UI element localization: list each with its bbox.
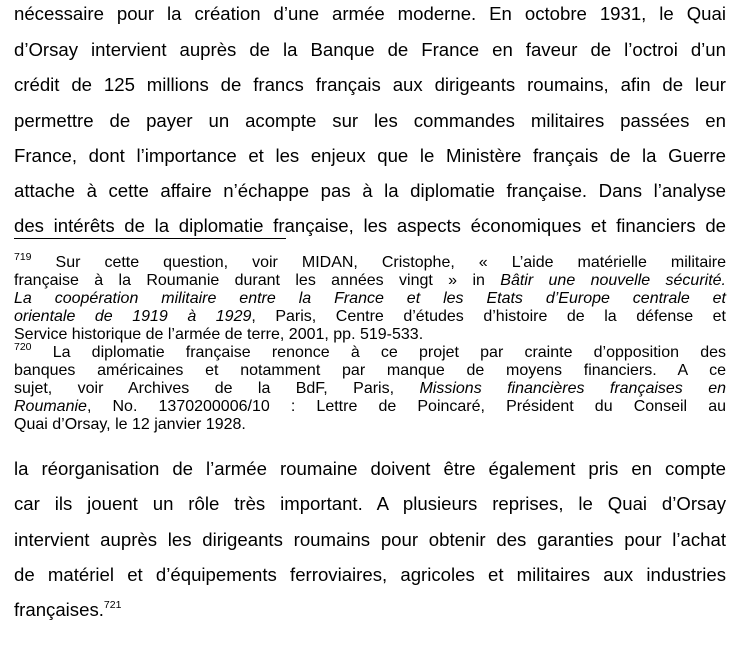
footnote-text: La diplomatie française renonce à ce projet par crainte d’opposition des bbox=[52, 344, 726, 361]
footnote-separator bbox=[14, 238, 286, 239]
body-line: d’Orsay intervient auprès de la Banque de France en faveur de l’octroi d’un bbox=[14, 39, 726, 60]
footnote-719-line bbox=[14, 290, 726, 308]
footnote-text: française à la Roumanie durant les années vingt » in bbox=[14, 272, 501, 289]
footnote-720-line bbox=[14, 362, 726, 380]
body-line-last bbox=[14, 599, 726, 621]
footnote-number: 719 bbox=[14, 250, 32, 263]
footnote-number: 720 bbox=[14, 340, 32, 353]
footnote-719-line bbox=[14, 250, 726, 272]
body-line: intervient auprès les dirigeants roumains pour obtenir des garanties pour l’achat bbox=[14, 529, 726, 550]
footnote-720-line bbox=[14, 416, 726, 434]
footnote-text: , Paris, Centre d’études d’histoire de la défense et bbox=[251, 308, 727, 325]
footnote-720-line bbox=[14, 380, 726, 398]
footnote-reference-721[interactable]: 721 bbox=[103, 598, 122, 611]
footnote-719-line bbox=[14, 272, 726, 290]
footnote-text: sujet, voir Archives de la BdF, Paris, bbox=[14, 380, 420, 397]
body-line: crédit de 125 millions de francs français aux dirigeants roumains, afin de leur bbox=[14, 74, 726, 95]
footnote-719-line bbox=[14, 308, 726, 326]
footnote-text: Service historique de l’armée de terre, 2001, pp. 519-533. bbox=[14, 326, 424, 343]
footnote-720-line bbox=[14, 340, 726, 362]
footnote-text: Sur cette question, voir MIDAN, Cristophe, « L’aide matérielle militaire bbox=[55, 254, 726, 271]
body-line: de matériel et d’équipements ferroviaires, agricoles et militaires aux industries bbox=[14, 564, 726, 585]
body-line: France, dont l’importance et les enjeux que le Ministère français de la Guerre bbox=[14, 145, 726, 166]
body-line: nécessaire pour la création d’une armée moderne. En octobre 1931, le Quai bbox=[14, 3, 726, 24]
body-line: des intérêts de la diplomatie française, les aspects économiques et financiers de bbox=[14, 215, 726, 236]
footnote-italic: Bâtir une nouvelle sécurité. bbox=[500, 272, 727, 289]
footnote-italic: Missions financières françaises en bbox=[419, 380, 726, 397]
footnote-italic: orientale de 1919 à 1929 bbox=[14, 308, 252, 325]
body-line: car ils jouent un rôle très important. A plusieurs reprises, le Quai d’Orsay bbox=[14, 493, 726, 514]
body-line: attache à cette affaire n’échappe pas à la diplomatie française. Dans l’analyse bbox=[14, 180, 726, 201]
footnote-720-line bbox=[14, 398, 726, 416]
footnote-719-line bbox=[14, 326, 726, 344]
body-line: permettre de payer un acompte sur les commandes militaires passées en bbox=[14, 110, 726, 131]
footnote-text: banques américaines et notamment par manque de moyens financiers. A ce bbox=[14, 362, 726, 379]
body-line: la réorganisation de l’armée roumaine doivent être également pris en compte bbox=[14, 458, 726, 479]
body-text: françaises. bbox=[14, 599, 104, 620]
footnote-italic: La coopération militaire entre la France et les Etats d’Europe centrale et bbox=[14, 290, 726, 307]
footnote-text: Quai d’Orsay, le 12 janvier 1928. bbox=[14, 416, 246, 433]
footnote-italic: Roumanie bbox=[14, 398, 87, 415]
footnote-text: , No. 1370200006/10 : Lettre de Poincaré, Président du Conseil au bbox=[86, 398, 726, 415]
